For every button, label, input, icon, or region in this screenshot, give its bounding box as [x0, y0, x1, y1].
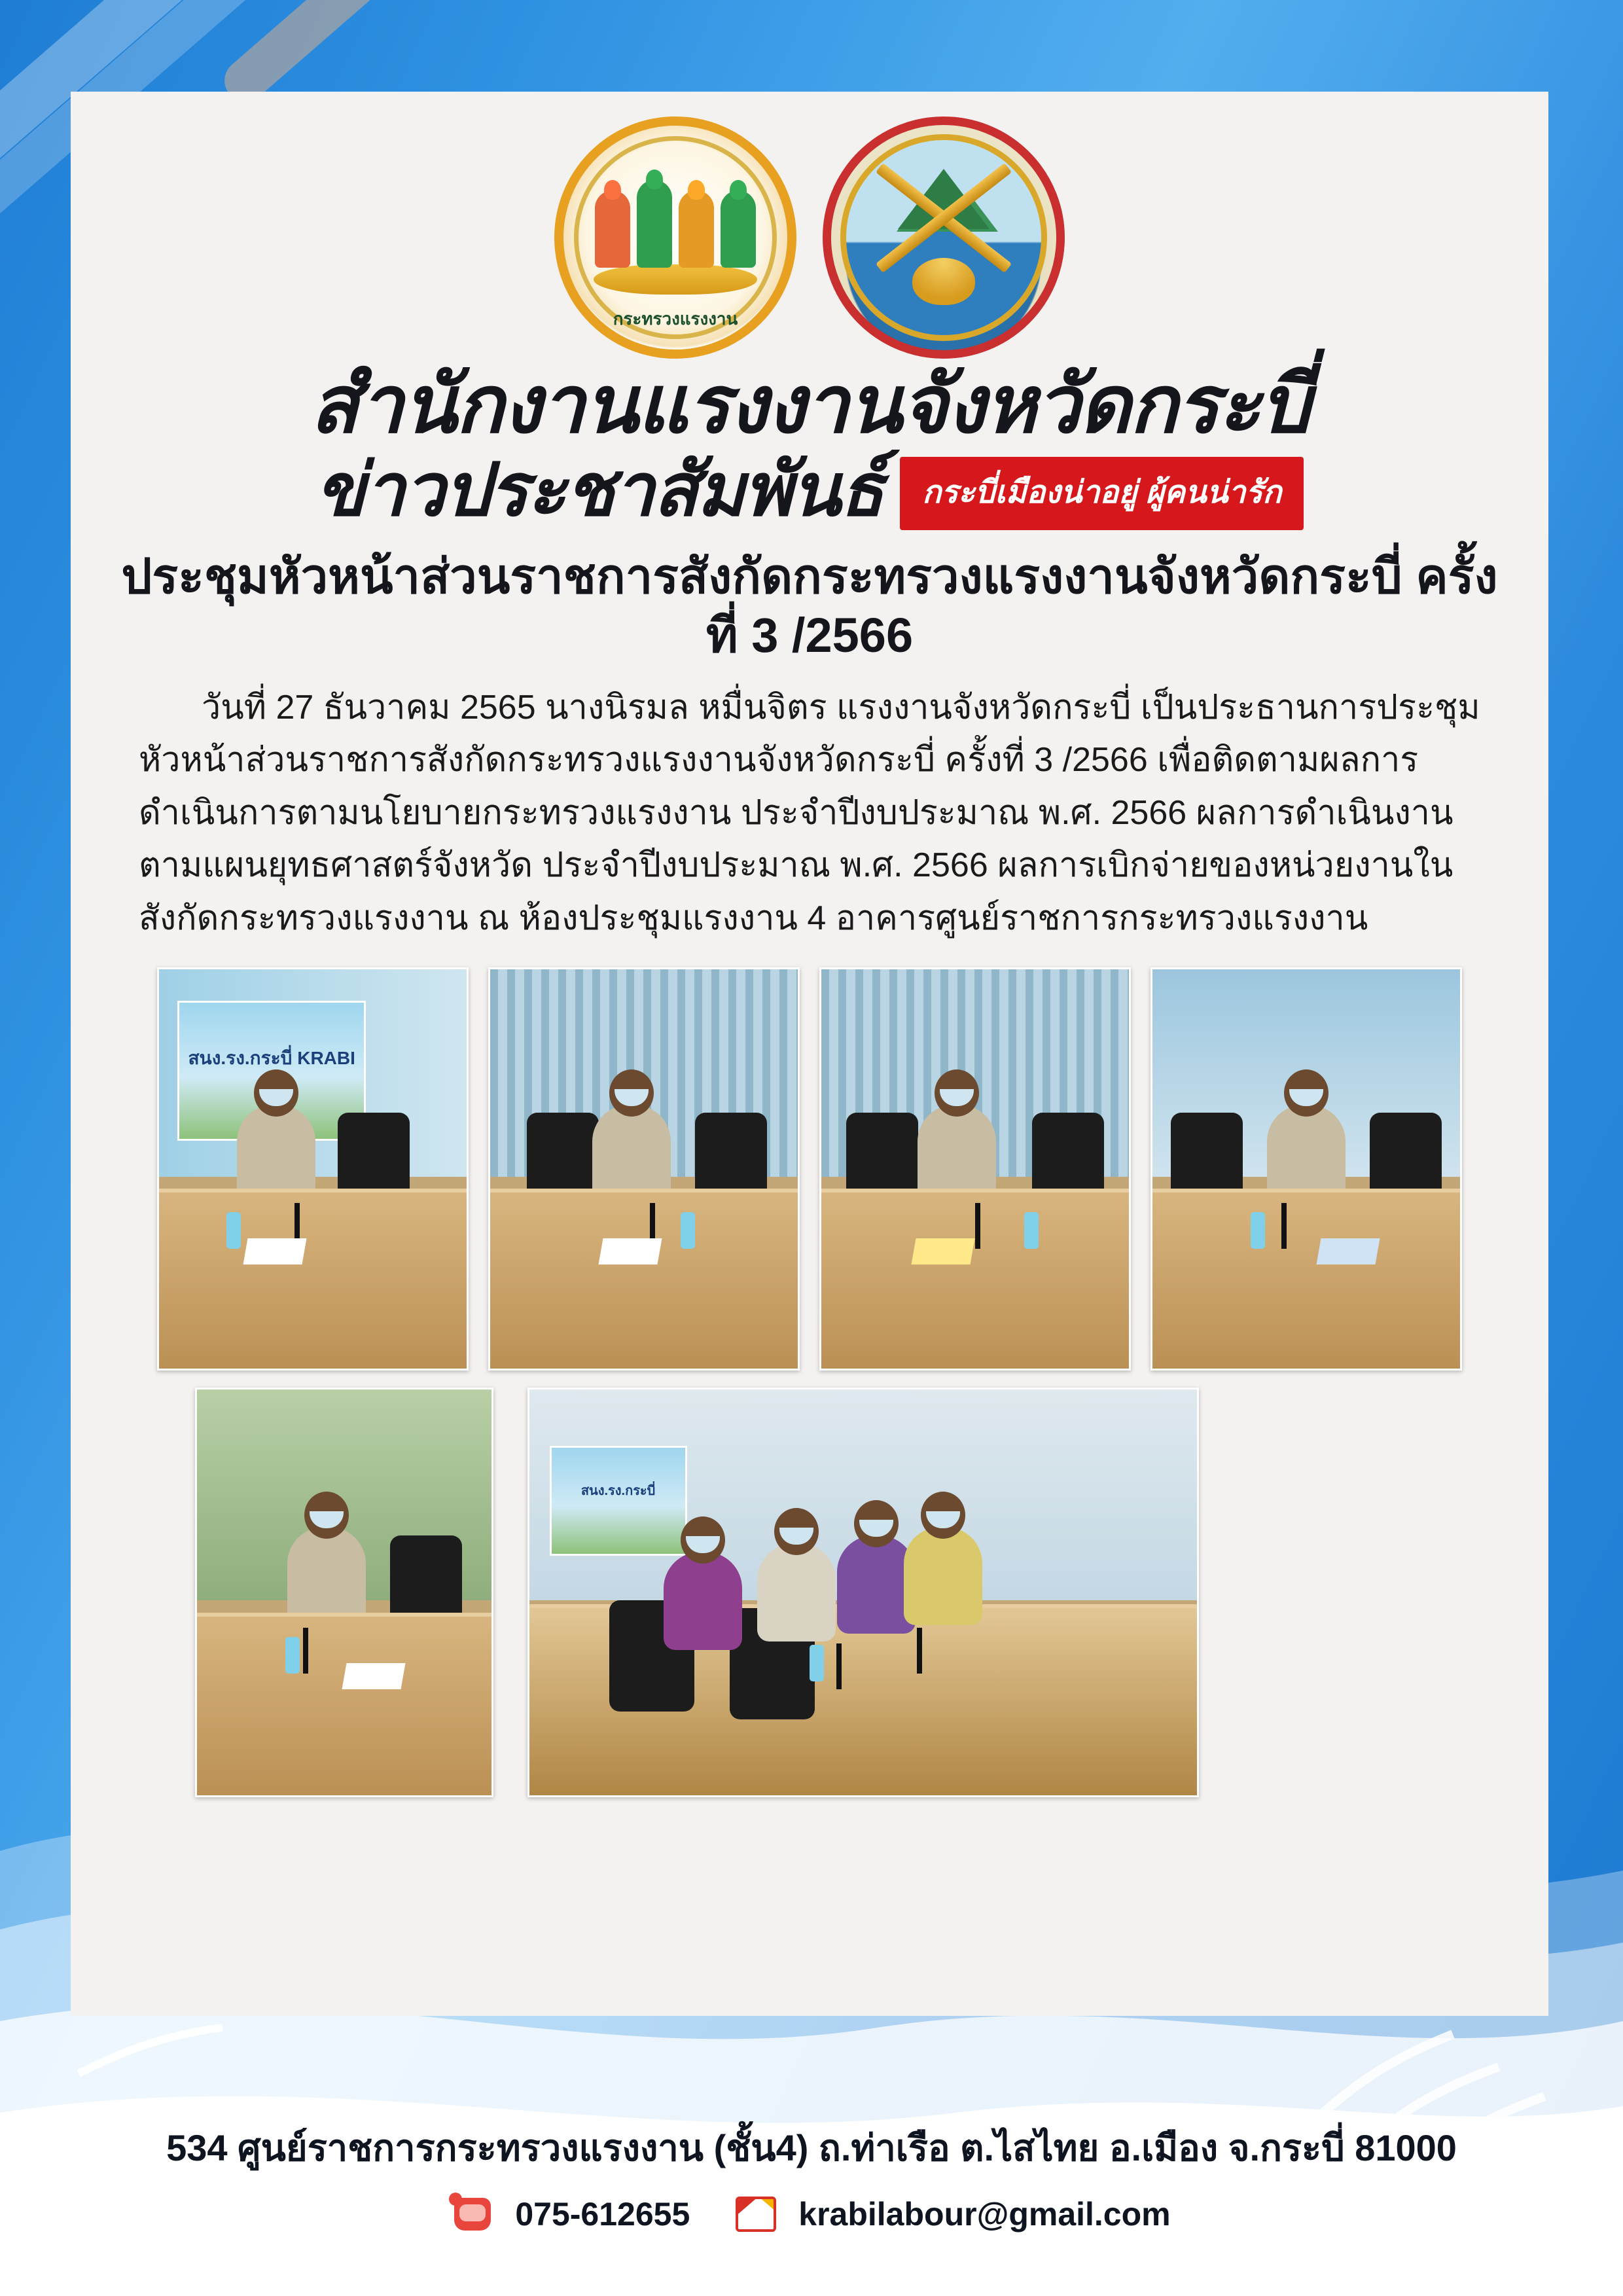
photo-4	[1150, 967, 1462, 1371]
organization-title: สำนักงานแรงงานจังหวัดกระบี่	[310, 360, 1310, 449]
ministry-emblem-caption: กระทรวงแรงงาน	[613, 309, 738, 329]
photo-3	[819, 967, 1131, 1371]
photo-5	[195, 1388, 493, 1797]
photo-6	[527, 1388, 1199, 1797]
pr-line	[71, 450, 1548, 530]
phone-icon	[452, 2196, 493, 2233]
krabi-province-seal-icon	[823, 117, 1065, 359]
logo-row	[71, 92, 1548, 359]
photo-row-2	[71, 1388, 1548, 1797]
pr-label: ข่าวประชาสัมพันธ์	[315, 449, 883, 531]
footer-contact	[0, 2195, 1623, 2233]
province-tagline: กระบี่เมืองน่าอยู่ ผู้คนน่ารัก	[900, 457, 1304, 530]
article-body: วันที่ 27 ธันวาคม 2565 นางนิรมล หมื่นจิตร แรงงานจังหวัดกระบี่ เป็นประธานการประชุมหัวหน้าส่วนราชการสังกัดกระทรวงแรงงานจังหวัดกระบี่ ครั้งที่ 3 /2566 เพื่อติดตามผลการดำเนินการตามนโยบายกระทรวงแรงงาน ประจำปีงบประมาณ พ.ศ. 2566 ผลการดำเนินงานตามแผนยุทธศาสตร์จังหวัด ประจำปีงบประมาณ พ.ศ. 2566 ผลการเบิกจ่ายของหน่วยงานในสังกัดกระทรวงแรงงาน ณ ห้องประชุมแรงงาน 4 อาคารศูนย์ราชการกระทรวงแรงงาน	[139, 688, 1480, 937]
footer	[0, 2119, 1623, 2233]
page-title: ประชุมหัวหน้าส่วนราชการสังกัดกระทรวงแรงงานจังหวัดกระบี่ ครั้งที่ 3 /2566	[121, 549, 1498, 663]
footer-phone[interactable]: 075-612655	[515, 2196, 690, 2233]
footer-address: 534 ศูนย์ราชการกระทรวงแรงงาน (ชั้น4) ถ.ท่าเรือ ต.ไสไทย อ.เมือง จ.กระบี่ 81000	[166, 2127, 1457, 2168]
footer-email[interactable]: krabilabour@gmail.com	[798, 2196, 1171, 2233]
photo-2	[488, 967, 800, 1371]
photo-1-banner-text: สนง.รง.กระบี่ KRABI	[188, 1047, 355, 1068]
photo-1	[157, 967, 469, 1371]
photo-6-banner-text: สนง.รง.กระบี่	[580, 1483, 656, 1498]
ministry-of-labour-emblem-icon	[554, 117, 796, 359]
content-card	[71, 92, 1548, 2016]
gmail-icon	[736, 2196, 776, 2233]
photo-row-1	[71, 967, 1548, 1371]
